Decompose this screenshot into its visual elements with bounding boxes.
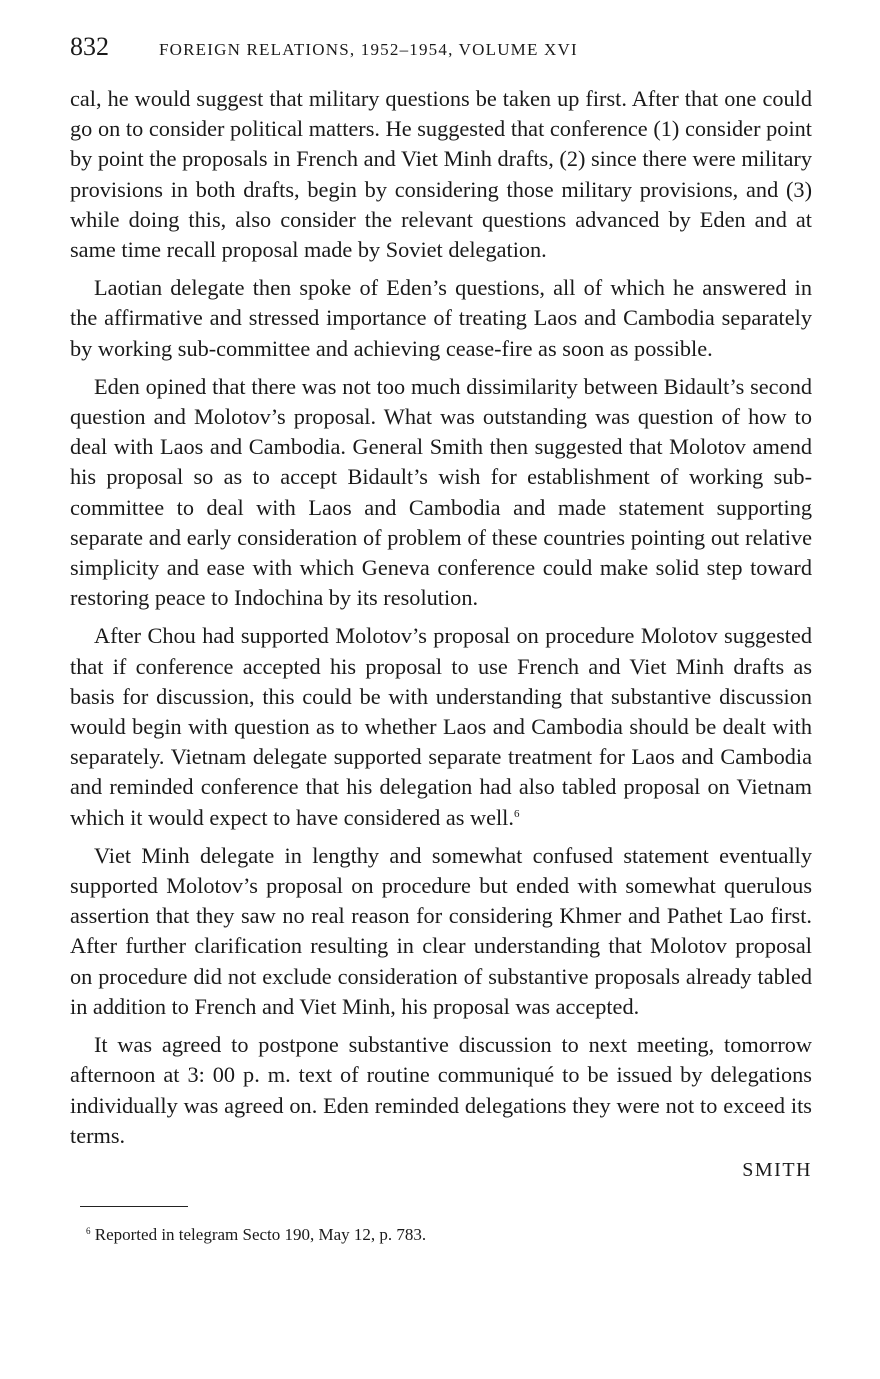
document-page bbox=[70, 32, 812, 1245]
paragraph-5: Viet Minh delegate in lengthy and somewhat confused statement eventually supported Molotov’s proposal on procedure but ended with somewhat querulous assertion that they saw no real reason for considering Khmer and Pathet Lao first. After further clarification resulting in clear understanding that Molotov proposal on procedure did not exclude consideration of substantive proposals already tabled in addition to French and Viet Minh, his proposal was accepted. bbox=[70, 842, 812, 1019]
paragraph-4-text: After Chou had supported Molotov’s proposal on procedure Molotov suggested that if conference accepted his proposal to use French and Viet Minh drafts as basis for discussion, this could be with understanding that substantive discussion would begin with question as to whether Laos and Cambodia should be dealt with separately. Vietnam delegate supported separate treatment for Laos and Cambodia and reminded conference that his delegation had also tabled proposal on Vietnam which it would expect to have considered as well. bbox=[70, 623, 812, 830]
paragraph-1: cal, he would suggest that military questions be taken up first. After that one could go on to consider political matters. He suggested that conference (1) consider point by point the proposals in French and Viet Minh drafts, (2) since there were military provisions in both drafts, begin by considering those military provisions, and (3) while doing this, also consider the relevant questions advanced by Eden and at same time recall proposal made by Soviet delegation. bbox=[70, 86, 812, 263]
footnote-marker: 6 bbox=[86, 1225, 91, 1236]
running-title: FOREIGN RELATIONS, 1952–1954, VOLUME XVI bbox=[159, 40, 578, 59]
paragraph-6: It was agreed to postpone substantive discussion to next meeting, tomorrow afternoon at 3: 00 p. m. text of routine communiqué to be issued by delegations individually was agreed on. Eden reminded delegations they were not to exceed its terms. bbox=[70, 1032, 812, 1148]
running-header bbox=[70, 32, 812, 72]
footnote-text: Reported in telegram Secto 190, May 12, p. 783. bbox=[94, 1224, 427, 1244]
footnote-divider bbox=[80, 1206, 188, 1207]
signature: SMITH bbox=[742, 1158, 812, 1181]
paragraph-4 bbox=[70, 621, 812, 832]
footnote bbox=[86, 1225, 812, 1245]
paragraph-3: Eden opined that there was not too much dissimilarity between Bidault’s second question and Molotov’s proposal. What was outstanding was question of how to deal with Laos and Cambodia. General Smith then suggested that Molotov amend his proposal so as to accept Bidault’s wish for establishment of working sub-committee to deal with Laos and Cambodia and made statement supporting separate and early consideration of problem of these countries pointing out relative simplicity and ease with which Geneva conference could make solid step toward restoring peace to Indochina by its resolution. bbox=[70, 373, 812, 611]
footnote-reference[interactable]: 6 bbox=[513, 807, 520, 820]
paragraph-2: Laotian delegate then spoke of Eden’s questions, all of which he answered in the affirmative and stressed importance of treating Laos and Cambodia separately by working sub-committee and achieving cease-fire as soon as possible. bbox=[70, 275, 812, 361]
body-text bbox=[70, 84, 812, 1151]
page-number: 832 bbox=[70, 32, 109, 61]
